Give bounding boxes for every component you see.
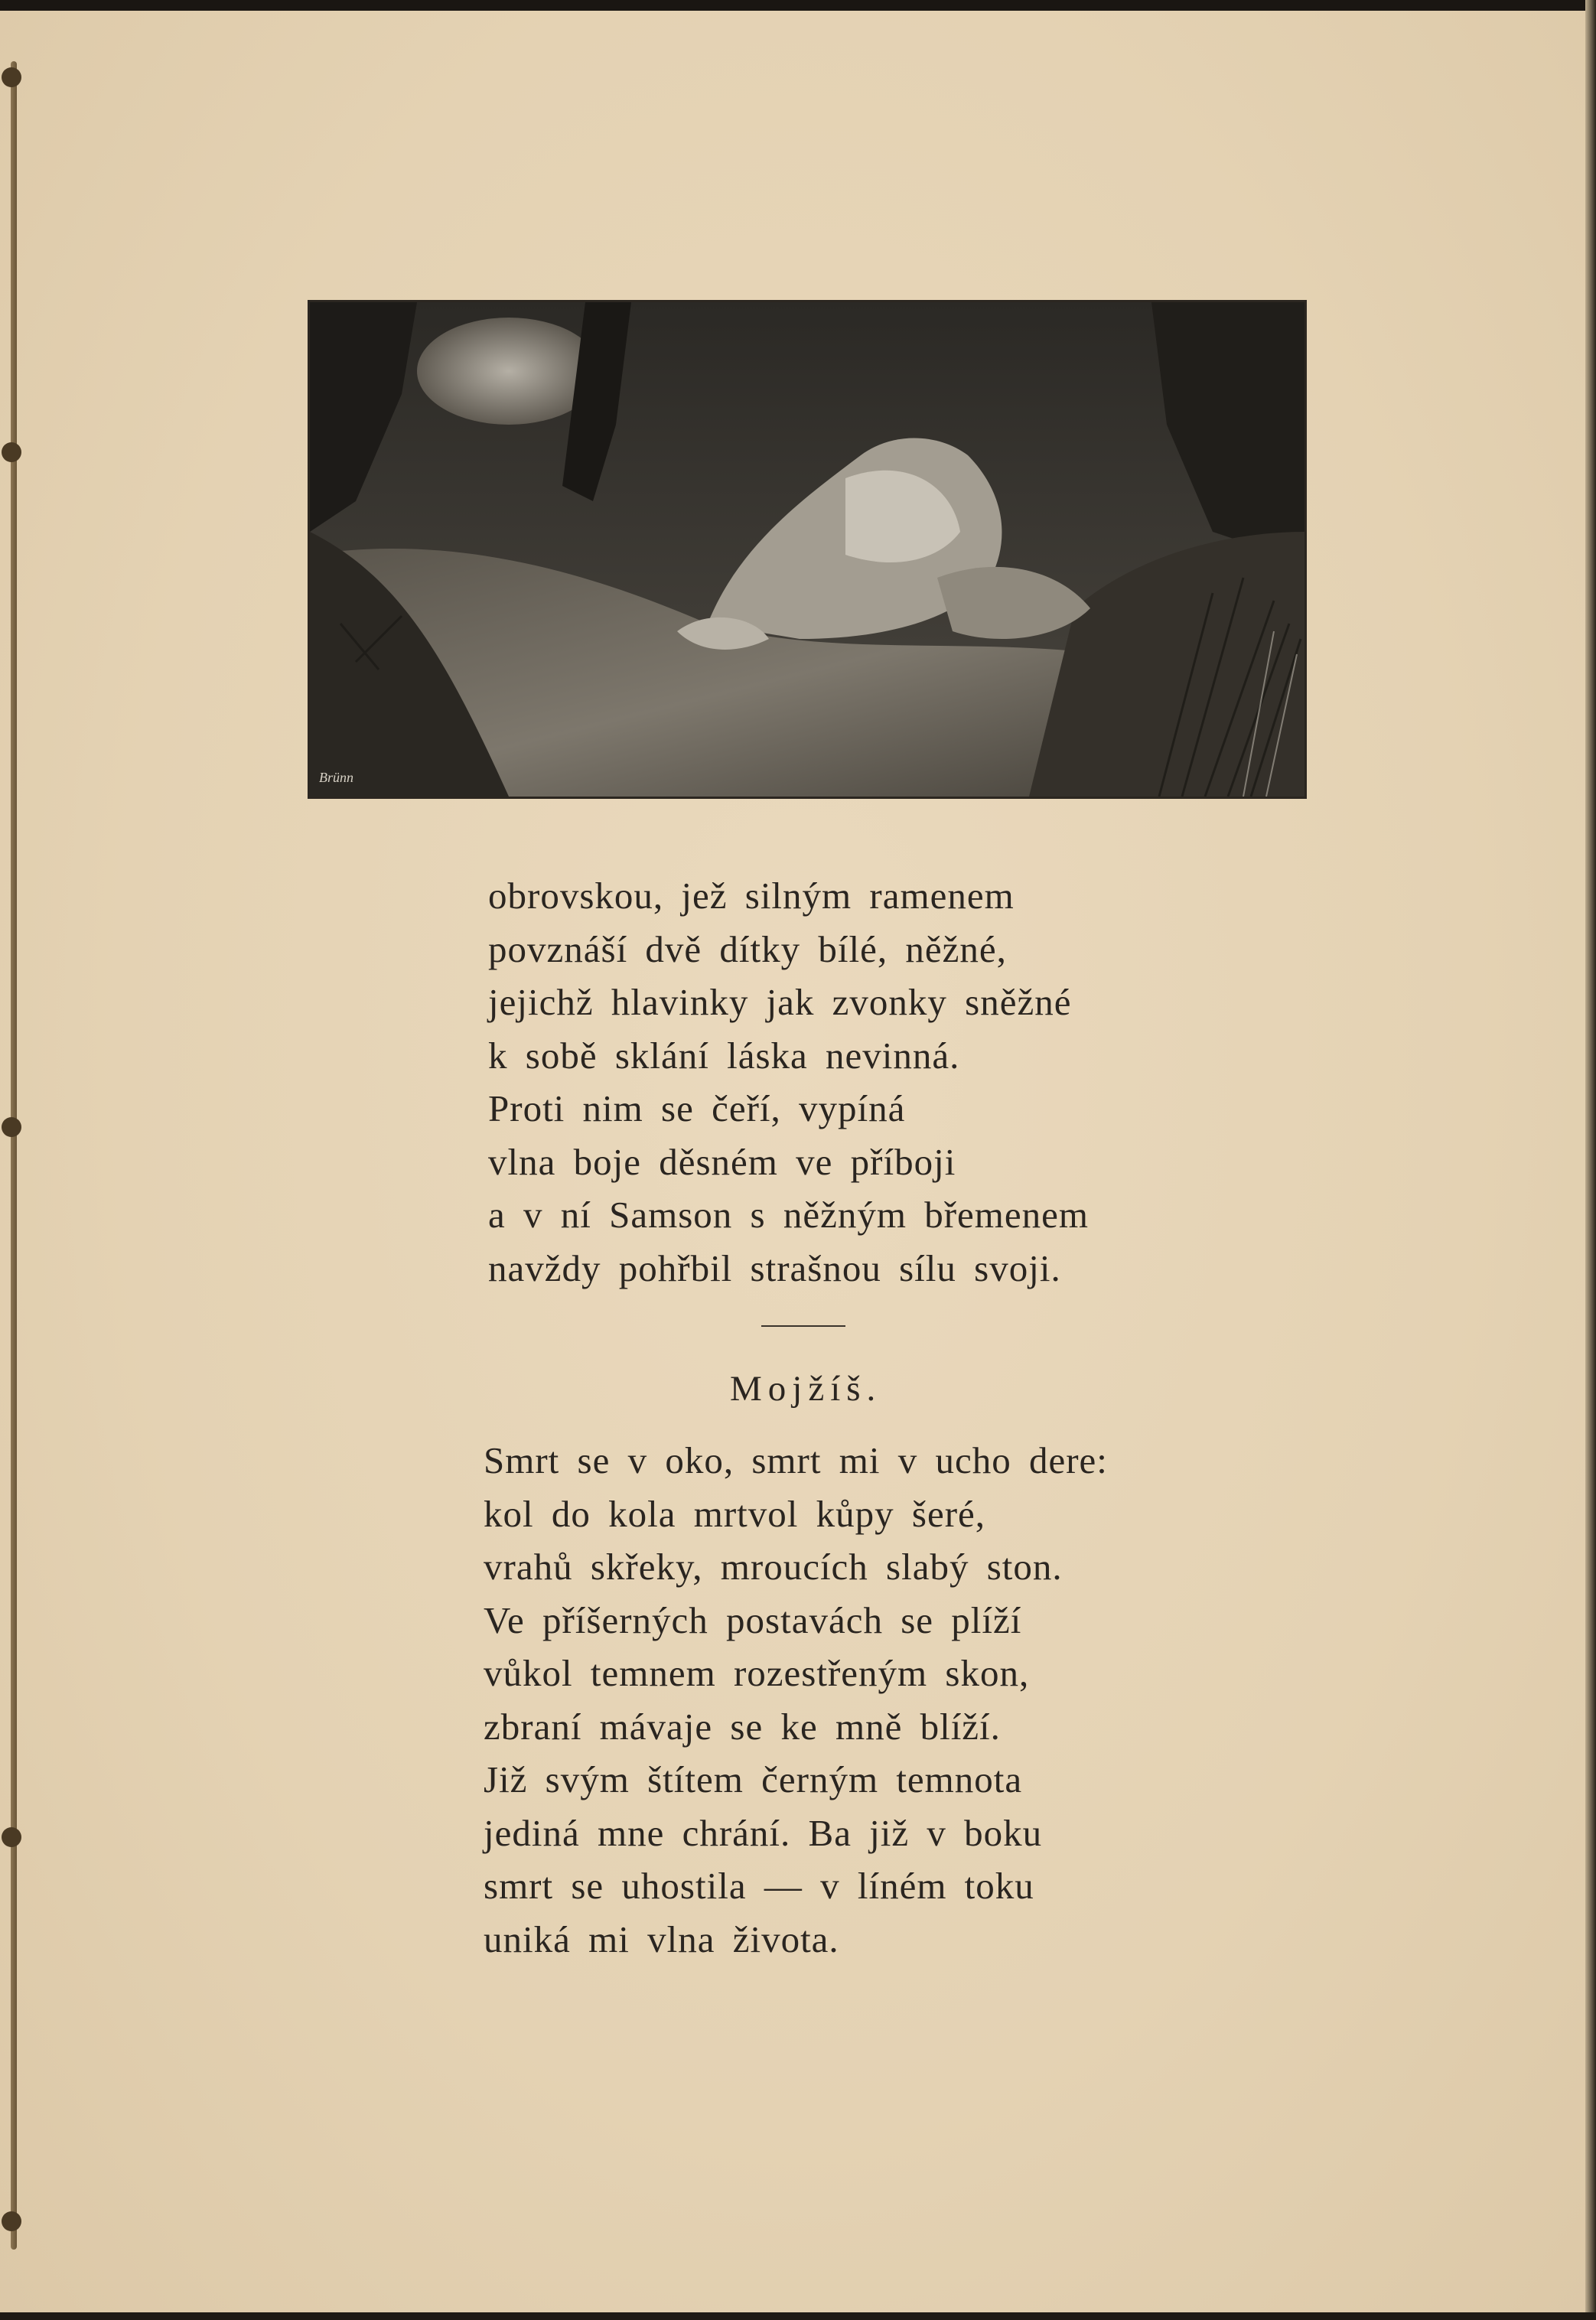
poem-line: navždy pohřbil strašnou sílu svoji. — [488, 1246, 1061, 1289]
poem-line: obrovskou, jež silným ramenem — [488, 875, 1015, 917]
halftone-illustration — [308, 300, 1307, 799]
poem-title: Mojžíš. — [730, 1369, 882, 1409]
poem-line: kol do kola mrtvol kůpy šeré, — [484, 1492, 986, 1535]
poem-line: uniká mi vlna života. — [484, 1918, 839, 1960]
poem-line: Smrt se v oko, smrt mi v ucho dere: — [484, 1439, 1108, 1481]
poem-stanza-1 — [488, 869, 1089, 1295]
poem-line: smrt se uhostila — v líném toku — [484, 1865, 1034, 1907]
binding-stitch — [2, 2211, 21, 2231]
poem-line: vrahů skřeky, mroucích slabý ston. — [484, 1546, 1063, 1588]
binding-stitch — [2, 1117, 21, 1137]
poem-line: a v ní Samson s něžným břemenem — [488, 1194, 1090, 1236]
artist-signature: Brünn — [319, 770, 353, 785]
binding-stitch — [2, 1827, 21, 1847]
book-binding-thread — [11, 61, 17, 2250]
poem-line: Již svým štítem černým temnota — [484, 1758, 1023, 1800]
poem-line: jediná mne chrání. Ba již v boku — [484, 1811, 1043, 1854]
poem-line: jejichž hlavinky jak zvonky sněžné — [488, 981, 1072, 1023]
poem-line: zbraní mávaje se ke mně blíží. — [484, 1705, 1001, 1748]
binding-stitch — [2, 67, 21, 87]
binding-stitch — [2, 442, 21, 462]
poem-line: povznáší dvě dítky bílé, něžné, — [488, 927, 1007, 970]
page-bottom-edge — [0, 2312, 1596, 2320]
section-divider — [761, 1325, 845, 1327]
poem-line: Proti nim se čeří, vypíná — [488, 1087, 906, 1129]
poem-line: Ve příšerných postavách se plíží — [484, 1598, 1022, 1641]
page-top-edge — [0, 0, 1596, 11]
poem-stanza-2 — [484, 1434, 1108, 1966]
poem-line: k sobě sklání láska nevinná. — [488, 1034, 960, 1077]
poem-line: vůkol temnem rozestřeným skon, — [484, 1652, 1030, 1694]
illustration-scene — [310, 302, 1304, 797]
page-right-edge — [1585, 0, 1596, 2320]
poem-line: vlna boje děsném ve příboji — [488, 1140, 956, 1183]
